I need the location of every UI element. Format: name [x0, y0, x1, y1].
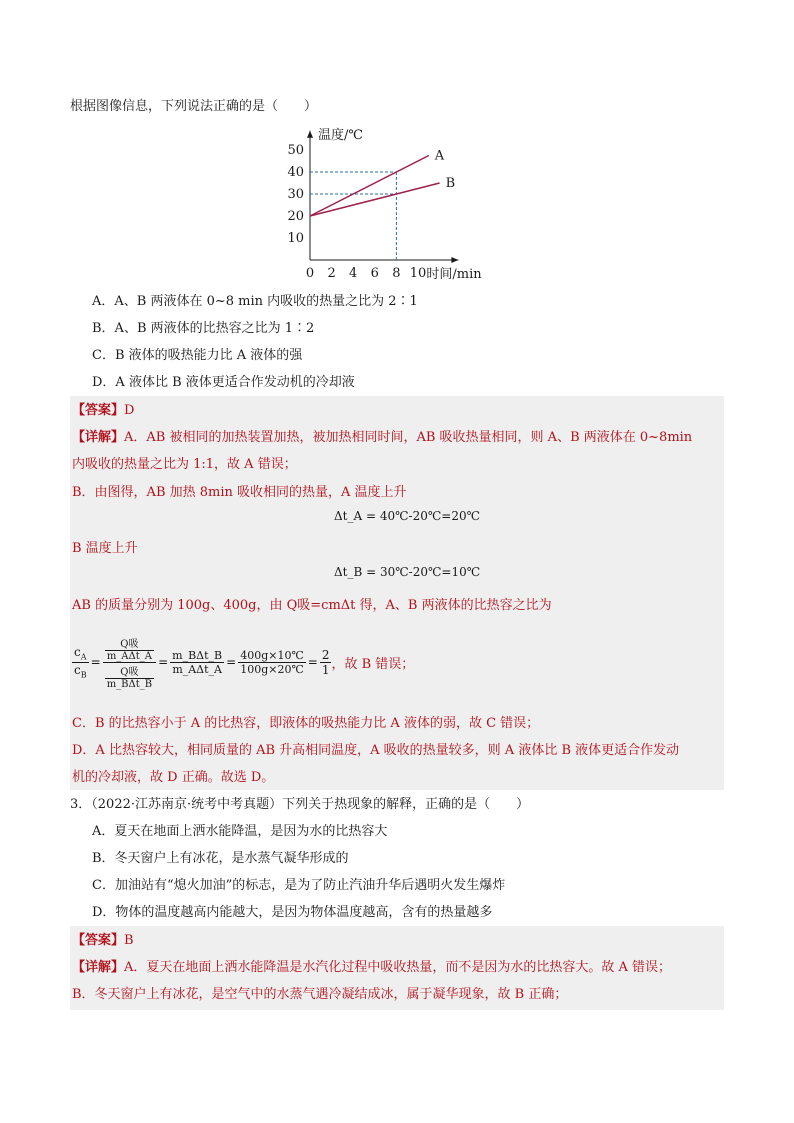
temperature-time-chart — [280, 115, 520, 285]
q3-option-c: C．加油站有“熄火加油”的标志，是为了防止汽油升华后遇明火发生爆炸 — [92, 878, 506, 893]
ratio-result — [320, 648, 332, 677]
big-num-den: m_AΔt_A — [106, 650, 152, 662]
option-c: C．B 液体的吸热能力比 A 液体的强 — [92, 348, 303, 363]
val-den: 100g×20℃ — [240, 662, 304, 676]
q3-answer-line — [72, 929, 134, 948]
ratio-tail: ，故 B 错误； — [331, 656, 415, 672]
y-tick-label: 30 — [287, 187, 304, 202]
delta-t-a-formula: Δt_A = 40℃-20℃=20℃ — [334, 509, 481, 523]
answer-tag: 【答案】 — [72, 403, 125, 418]
mid-num: m_BΔt_B — [172, 648, 223, 662]
x-tick-label: 0 — [305, 266, 315, 281]
detail-line-2: 内吸收的热量之比为 1:1，故 A 错误； — [72, 457, 297, 472]
y-tick-label: 40 — [287, 165, 304, 180]
lhs-den-sub: B — [80, 669, 87, 679]
detail-tag: 【详解】 — [72, 430, 125, 445]
detail-line-7: AB 的质量分别为 100g、400g，由 Q吸=cmΔt 得，A、B 两液体的比热容之比为 — [72, 598, 552, 613]
ratio-values — [238, 649, 306, 676]
x-tick-label: 8 — [392, 266, 401, 281]
x-tick-label: 10 — [409, 266, 427, 281]
detail-line-1 — [72, 426, 692, 445]
y-axis-label: 温度/℃ — [318, 127, 363, 143]
res-den: 1 — [321, 662, 330, 677]
q3-detail-line-1 — [72, 956, 671, 975]
q3-detail-tag: 【详解】 — [72, 960, 125, 975]
q3-answer-tag: 【答案】 — [72, 933, 125, 948]
series-label-a: A — [434, 148, 445, 164]
detail-line-3: B．由图得，AB 加热 8min 吸收相同的热量，A 温度上升 — [72, 485, 407, 500]
delta-t-b-formula: Δt_B = 30℃-20℃=10℃ — [334, 565, 481, 579]
ratio-lhs — [72, 645, 89, 679]
q3-detail-text-1: A．夏天在地面上洒水能降温是水汽化过程中吸收热量，而不是因为水的比热容大。故 A 错误； — [124, 960, 672, 975]
q3-option-a: A．夏天在地面上洒水能降温，是因为水的比热容大 — [92, 824, 388, 839]
big-num-num: Q吸 — [105, 635, 154, 651]
option-b: B．A、B 两液体的比热容之比为 1∶2 — [92, 321, 315, 336]
x-tick-label: 4 — [349, 266, 358, 281]
lhs-den: c — [74, 662, 81, 677]
question3-stem: 3．（2022·江苏南京·统考中考真题）下列关于热现象的解释，正确的是（ ） — [70, 797, 530, 812]
y-axis-arrow — [307, 131, 313, 138]
big-den-num: Q吸 — [105, 663, 154, 679]
res-num: 2 — [321, 647, 330, 662]
detail-line-5: B 温度上升 — [72, 541, 138, 556]
option-a: A．A、B 两液体在 0~8 min 内吸收的热量之比为 2∶1 — [92, 294, 418, 309]
series-line-b — [310, 183, 440, 216]
lhs-num-sub: A — [80, 652, 87, 662]
mid-den: m_AΔt_A — [172, 662, 222, 676]
option-d: D．A 液体比 B 液体更适合作发动机的冷却液 — [92, 375, 355, 390]
x-tick-label: 6 — [370, 266, 379, 281]
y-tick-label: 20 — [287, 209, 304, 224]
ratio-big-fraction — [103, 635, 156, 690]
y-tick-label: 10 — [287, 231, 304, 246]
detail-text-1: A．AB 被相同的加热装置加热，被加热相同时间，AB 吸收热量相同，则 A、B 两液体在 0~8min — [124, 430, 693, 445]
x-tick-label: 2 — [327, 266, 336, 281]
detail-line-c: C．B 的比热容小于 A 的比热容，即液体的吸热能力比 A 液体的弱，故 C 错误； — [72, 716, 540, 731]
detail-line-d: D．A 比热容较大，相同质量的 AB 升高相同温度，A 吸收的热量较多，则 A 液体比 B 液体更适合作发动 — [72, 743, 680, 758]
ratio-formula: $\frac{c_A}{c_B}$ = $\frac{\frac{\text{Q吸}}{\text{m\_AΔt\_A}}}{\frac{\text{Q吸}}{\text{m\_BΔt\_B}}}$ = $\frac{\text{m\_BΔt\_B}}{\text{m\_AΔt\_A}}$ = $\frac{400g\times 10℃}{100g\times 20℃}$ = $\frac{2}{1}$ ，故 B 错误； — [72, 622, 414, 702]
q3-answer-value: B — [124, 933, 134, 948]
series-label-b: B — [445, 176, 456, 191]
x-axis-label: 时间/min — [426, 267, 482, 282]
lhs-num: c — [74, 645, 81, 660]
answer-value: D — [124, 403, 135, 418]
val-num: 400g×10℃ — [240, 648, 304, 662]
series-line-a — [310, 156, 429, 217]
answer-line — [72, 399, 134, 418]
detail-line-d2: 机的冷却液，故 D 正确。故选 D。 — [72, 770, 275, 785]
x-axis-arrow — [451, 257, 458, 263]
q3-option-d: D．物体的温度越高内能越大，是因为物体温度越高，含有的热量越多 — [92, 905, 493, 920]
ratio-mid — [170, 649, 224, 676]
q3-detail-line-2: B．冬天窗户上有冰花，是空气中的水蒸气遇冷凝结成冰，属于凝华现象，故 B 正确； — [72, 987, 568, 1002]
big-den-den: m_BΔt_B — [106, 678, 153, 690]
q3-option-b: B．冬天窗户上有冰花，是水蒸气凝华形成的 — [92, 851, 349, 866]
y-tick-label: 50 — [287, 143, 304, 158]
question-stem: 根据图像信息，下列说法正确的是（ ） — [70, 99, 318, 114]
